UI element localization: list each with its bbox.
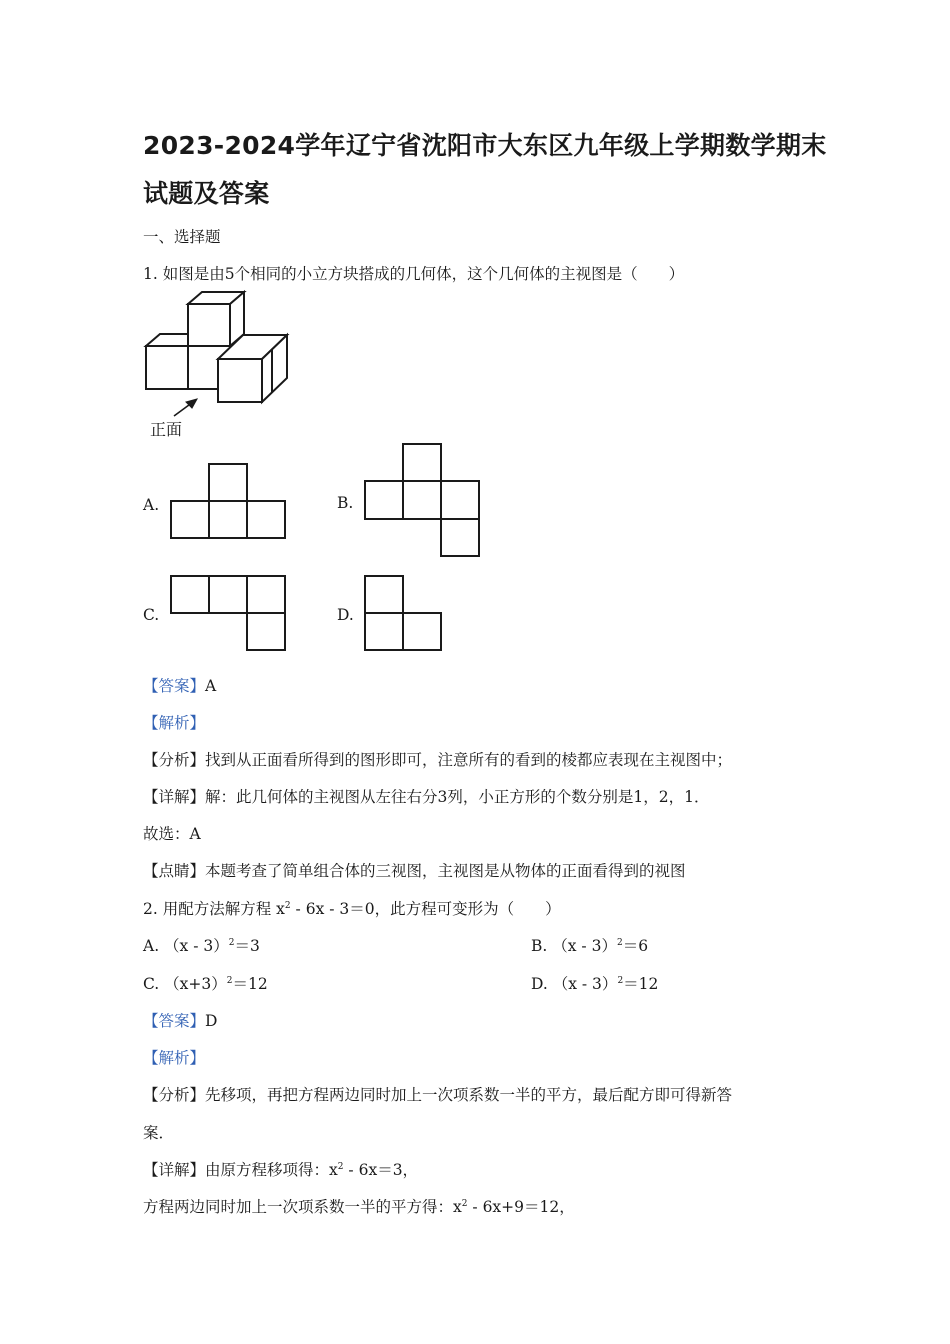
q2-option-c-post: ＝12 (232, 975, 268, 993)
q2-detail-post: - 6x＝3， (343, 1161, 419, 1179)
q2-option-c-pre: C. （x+3） (143, 975, 227, 993)
question-2-stem (143, 897, 561, 919)
q2-detail-sup: 2 (337, 1162, 344, 1172)
q1-fenxi (143, 748, 732, 770)
document-title-line2: 试题及答案 (143, 179, 270, 208)
q2-step (143, 1195, 575, 1217)
q1-comment-text: 本题考查了简单组合体的三视图，主视图是从物体的正面看得到的视图 (205, 862, 686, 880)
q2-option-b (531, 934, 648, 956)
q1-detail-text: 解：此几何体的主视图从左往右分3列，小正方形的个数分别是1，2，1． (205, 788, 710, 806)
q2-option-a-sup: 2 (228, 938, 235, 948)
q2-detail-pre: 由原方程移项得：x (205, 1161, 338, 1179)
q1-detail (143, 785, 709, 807)
section-heading: 一、选择题 (143, 228, 221, 246)
q2-option-d (531, 972, 658, 994)
q2-option-d-pre: D. （x - 3） (531, 975, 618, 993)
q2-option-b-pre: B. （x - 3） (531, 937, 617, 955)
q2-option-b-post: ＝6 (622, 937, 649, 955)
q1-comment (143, 859, 686, 881)
q2-answer (143, 1009, 217, 1031)
q2-detail-tag: 【详解】 (143, 1161, 206, 1179)
q1-option-a-label: A. (143, 496, 160, 514)
q2-step-sup: 2 (461, 1199, 468, 1209)
q2-option-c (143, 972, 268, 994)
q1-option-d-label: D. (337, 606, 354, 624)
q2-analysis-tag: 【解析】 (143, 1049, 206, 1067)
q1-comment-tag: 【点睛】 (143, 862, 206, 880)
q2-option-c-sup: 2 (226, 976, 233, 986)
q2-option-b-sup: 2 (616, 938, 623, 948)
q2-option-a-post: ＝3 (234, 937, 260, 955)
q2-fenxi-text: 先移项，再把方程两边同时加上一次项系数一半的平方，最后配方即可得新答 (205, 1086, 733, 1104)
q1-option-b-label: B. (337, 494, 354, 512)
q2-option-a (143, 934, 260, 956)
q2-step-pre: 方程两边同时加上一次项系数一半的平方得：x (143, 1198, 462, 1216)
q1-analysis-tag: 【解析】 (143, 714, 206, 732)
q1-answer-tag: 【答案】 (143, 677, 206, 695)
q1-fenxi-text: 找到从正面看所得到的图形即可，注意所有的看到的棱都应表现在主视图中； (205, 751, 733, 769)
q2-detail (143, 1158, 418, 1180)
q2-answer-tag: 【答案】 (143, 1012, 206, 1030)
document-title-line1: 2023-2024学年辽宁省沈阳市大东区九年级上学期数学期末 (143, 131, 827, 160)
q2-fenxi-line2: 案． (143, 1124, 175, 1142)
q1-choose: 故选：A (143, 825, 201, 843)
q2-answer-value: D (205, 1012, 218, 1030)
q1-detail-tag: 【详解】 (143, 788, 206, 806)
question-1-stem: 1. 如图是由5个相同的小立方块搭成的几何体，这个几何体的主视图是（ ） (143, 265, 685, 283)
q1-fenxi-tag: 【分析】 (143, 751, 206, 769)
q2-step-post: - 6x+9＝12， (467, 1198, 575, 1216)
q2-stem-pre: 2. 用配方法解方程 x (143, 900, 285, 918)
q2-option-a-pre: A. （x - 3） (143, 937, 229, 955)
q2-stem-post: - 6x - 3＝0，此方程可变形为（ ） (290, 900, 561, 918)
q2-fenxi-tag: 【分析】 (143, 1086, 206, 1104)
q2-option-d-sup: 2 (617, 976, 624, 986)
q1-option-c-label: C. (143, 606, 160, 624)
front-label: 正面 (150, 420, 183, 439)
q2-stem-sup: 2 (284, 901, 291, 911)
q2-option-d-post: ＝12 (623, 975, 659, 993)
q2-fenxi-line1 (143, 1083, 732, 1105)
q1-answer (143, 674, 216, 696)
q1-answer-value: A (205, 677, 217, 695)
